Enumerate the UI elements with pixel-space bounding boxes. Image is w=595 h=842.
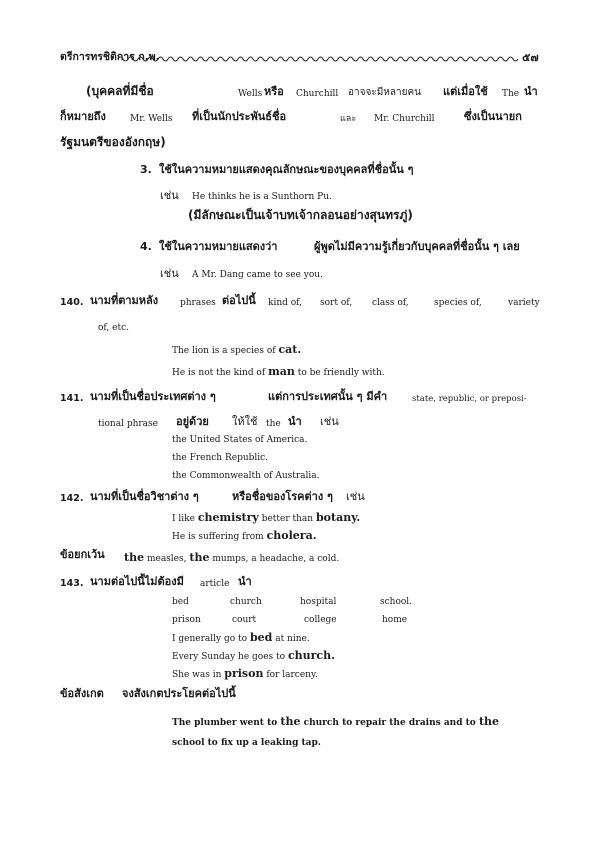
example-text: the Commonwealth of Australia. (172, 471, 320, 481)
text-line: ซึ่งเป็นนายก (464, 110, 522, 123)
text-line: รัฐมนตรีของอังกฤษ) (60, 135, 166, 149)
text-line: ก็หมายถึง (60, 110, 106, 123)
text-line: นำ (524, 85, 538, 98)
text-line: class of, (372, 298, 409, 308)
text-line: แต่เมื่อใช้ (443, 85, 488, 98)
example-note: (มีลักษณะเป็นเจ้าบทเจ้ากลอนอย่างสุนทรภู่) (188, 208, 413, 222)
observation-label: ข้อสังเกต (60, 687, 104, 700)
item-number: 3. (140, 163, 152, 176)
text-line: ใช้ในความหมายแสดงว่า (159, 240, 278, 253)
example-text: He is suffering from cholera. (172, 529, 317, 542)
example-text: He thinks he is a Sunthorn Pu. (192, 192, 332, 202)
text-line: the measles, the mumps, a headache, a cold. (124, 551, 340, 564)
page-number: ๕๗ (522, 51, 539, 64)
exception-label: ข้อยกเว้น (60, 548, 105, 561)
text-line: (บุคคลที่มีชื่อ (86, 84, 154, 98)
text-line: นำ (288, 415, 302, 428)
text-line: นามต่อไปนี้ไม่ต้องมี (90, 575, 184, 588)
word-list-item: church (230, 597, 262, 607)
example-text: the French Republic. (172, 453, 269, 463)
text-line: หรือ (264, 85, 284, 98)
word-list-item: school. (380, 597, 413, 607)
word-list-item: college (304, 615, 337, 625)
header-wavy-rule (118, 54, 518, 64)
example-text: school to fix up a leaking tap. (172, 738, 321, 748)
section-number: 143. (60, 578, 84, 589)
text-line: phrases (180, 298, 216, 308)
text-line: แต่การประเทศนั้น ๆ มีคำ (268, 390, 388, 403)
word-list-item: prison (172, 615, 201, 625)
example-text: Every Sunday he goes to church. (172, 649, 335, 662)
text-line: ผู้พูดไม่มีความรู้เกี่ยวกับบุคคลที่ชื่อนั้น ๆ เลย (314, 240, 520, 253)
text-line: Wells (238, 89, 263, 99)
text-line: The (502, 89, 520, 99)
example-text: the United States of America. (172, 435, 308, 445)
text-line: the (266, 419, 281, 429)
text-line: นามที่เป็นชื่อประเทศต่าง ๆ (90, 390, 216, 403)
text-line: ต่อไปนี้ (222, 294, 256, 307)
word-list-item: hospital (300, 597, 337, 607)
text-line: นามที่ตามหลัง (90, 294, 159, 307)
example-text: He is not the kind of man to be friendly with. (172, 365, 385, 378)
text-line: จงสังเกตประโยคต่อไปนี้ (122, 687, 236, 700)
text-line: species of, (434, 298, 482, 308)
example-label: เช่น (160, 267, 179, 280)
example-text: I generally go to bed at nine. (172, 631, 310, 644)
text-line: อาจจะมีหลายคน (348, 87, 422, 98)
section-number: 142. (60, 493, 84, 504)
running-header-title: ตรีการทรชิติการ ก.พ. (60, 51, 160, 63)
text-line: ใช้ในความหมายแสดงคุณลักษณะของบุคคลที่ชื่อนั้น ๆ (159, 163, 414, 176)
example-text: She was in prison for larceny. (172, 667, 318, 680)
word-list-item: home (382, 615, 408, 625)
text-line: article (200, 579, 230, 589)
text-line: kind of, (268, 298, 303, 308)
example-text: The plumber went to the church to repair the drains and to the (172, 715, 500, 728)
section-number: 141. (60, 393, 84, 404)
text-line: อยู่ด้วย (176, 415, 209, 428)
word-list-item: court (232, 615, 257, 625)
text-line: sort of, (320, 298, 353, 308)
text-line: Mr. Churchill (374, 114, 435, 124)
section-number: 140. (60, 297, 84, 308)
text-line: tional phrase (98, 419, 158, 429)
word-list-item: bed (172, 597, 189, 607)
text-line: หรือชื่อของโรคต่าง ๆ (232, 490, 333, 503)
item-number: 4. (140, 240, 152, 253)
text-line: ให้ใช้ (232, 415, 258, 428)
text-line: นามที่เป็นชื่อวิชาต่าง ๆ (90, 490, 199, 503)
text-line: ที่เป็นนักประพันธ์ชื่อ (192, 110, 287, 123)
example-text: A Mr. Dang came to see you. (192, 270, 323, 280)
text-line: state, republic, or preposi- (412, 394, 527, 404)
text-line: เช่น (346, 490, 365, 503)
text-line: และ (340, 114, 357, 124)
text-line: Churchill (296, 89, 339, 99)
example-text: The lion is a species of cat. (172, 343, 302, 356)
text-line: นำ (238, 575, 252, 588)
example-label: เช่น (160, 189, 179, 202)
example-text: I like chemistry better than botany. (172, 511, 361, 524)
text-line: Mr. Wells (130, 114, 173, 124)
text-line: of, etc. (98, 323, 129, 333)
text-line: variety (508, 298, 540, 308)
text-line: เช่น (320, 415, 339, 428)
